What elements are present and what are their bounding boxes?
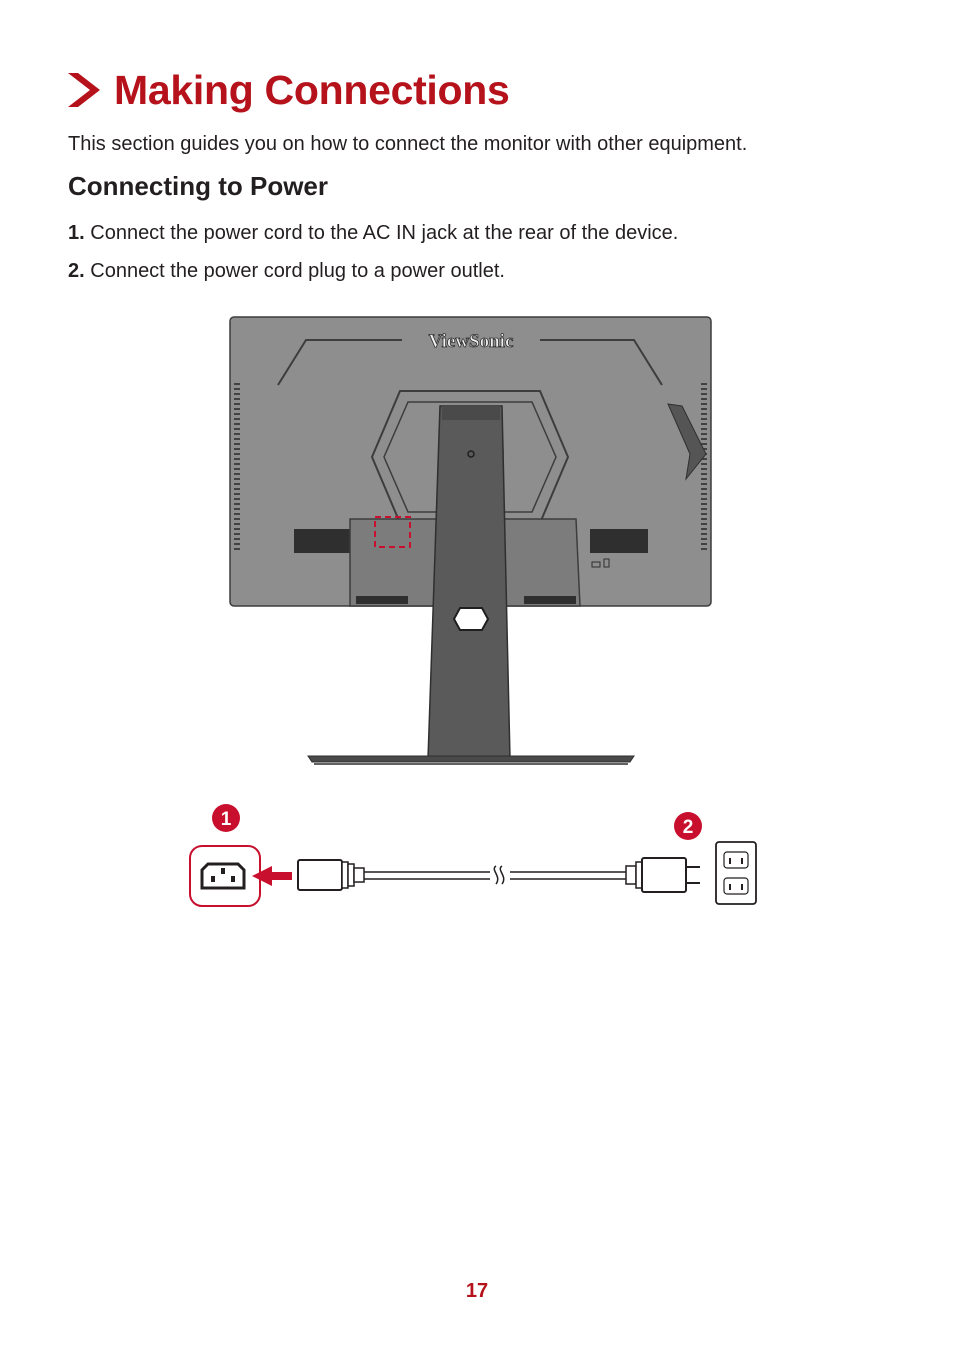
step-text: Connect the power cord plug to a power outlet. xyxy=(90,260,505,282)
step-text: Connect the power cord to the AC IN jack at the rear of the device. xyxy=(90,222,679,244)
page-title: Making Connections xyxy=(114,67,510,113)
page-header xyxy=(66,64,510,116)
step-number: 1. xyxy=(68,222,85,244)
power-plug-icon xyxy=(626,858,700,892)
step-item xyxy=(68,219,678,247)
brand-logo: ViewSonic xyxy=(428,331,514,352)
step-item xyxy=(68,257,678,285)
steps-list xyxy=(68,219,678,295)
chevron-right-icon xyxy=(66,70,102,110)
power-outlet-icon xyxy=(716,842,756,904)
callout-2-label: 2 xyxy=(682,817,694,838)
step-number: 2. xyxy=(68,260,85,282)
power-cable-illustration xyxy=(186,804,762,914)
page-number: 17 xyxy=(465,1280,489,1302)
intro-text: This section guides you on how to connect the monitor with other equipment. xyxy=(68,133,748,155)
section-title: Connecting to Power xyxy=(68,171,328,201)
monitor-rear-illustration xyxy=(228,314,714,770)
callout-1-label: 1 xyxy=(220,809,232,830)
